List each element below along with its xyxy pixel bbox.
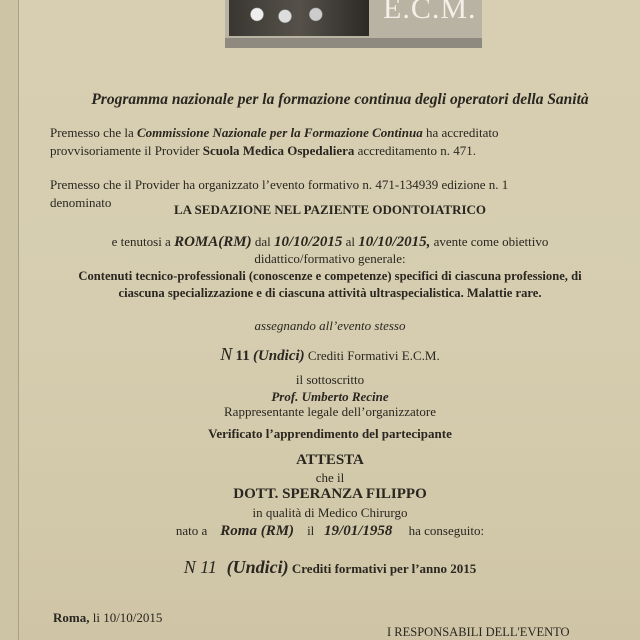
event-date-from: 10/10/2015 — [274, 234, 343, 250]
commission-name: Commissione Nazionale per la Formazione Continua — [137, 125, 423, 140]
held-line — [20, 234, 640, 250]
para1-line1 — [50, 125, 499, 141]
event-place: ROMA(RM) — [174, 234, 252, 250]
event-credits — [20, 344, 640, 366]
date: li 10/10/2015 — [92, 610, 163, 625]
text: ha accreditato — [422, 125, 499, 140]
para2-line1: Premesso che il Provider ha organizzato l’evento formativo n. 471-134939 edizione n. 1 — [50, 177, 509, 192]
birth-date: 19/01/1958 — [324, 523, 393, 539]
text: al — [342, 234, 359, 249]
credits-number: N 11 — [183, 557, 217, 577]
text: ha conseguito: — [408, 523, 485, 538]
year-credits — [20, 556, 640, 580]
credits-words: (Undici) — [252, 348, 305, 364]
text: N — [220, 344, 233, 364]
credits-number: 11 — [235, 348, 250, 364]
signatory-intro: il sottoscritto — [295, 372, 365, 387]
signatory-name: Prof. Umberto Recine — [271, 389, 389, 404]
logo-photo — [229, 0, 369, 36]
ecm-logo — [225, 0, 482, 48]
responsabili-label: I RESPONSABILI DELL'EVENTO — [387, 625, 570, 639]
che-il-text: che il — [315, 470, 345, 485]
city: Roma, — [53, 610, 90, 625]
held-line2: didattico/formativo generale: — [254, 251, 406, 266]
text: il — [307, 523, 315, 538]
text: Premesso che la — [50, 125, 138, 140]
participant-birth — [20, 522, 640, 540]
logo-bar — [225, 38, 482, 48]
page-edge — [0, 0, 19, 640]
participant-name: DOTT. SPERANZA FILIPPO — [233, 486, 427, 502]
para1-line2 — [50, 143, 476, 159]
birth-place: Roma (RM) — [220, 523, 295, 539]
credits-words: (Undici) — [226, 557, 289, 577]
verified-text: Verificato l’apprendimento del partecipante — [208, 426, 452, 441]
text: e tenutosi a — [111, 234, 175, 249]
assigning-text: assegnando all’evento stesso — [254, 318, 406, 333]
text: Crediti formativi per l’anno 2015 — [291, 561, 477, 576]
text: provvisoriamente il Provider — [50, 143, 203, 158]
attesta-heading: ATTESTA — [296, 452, 364, 468]
para2-line2: denominato — [50, 195, 112, 210]
text: accreditamento n. 471. — [354, 143, 477, 158]
logo-text: E.C.M. — [383, 0, 477, 25]
objective-line2: ciascuna specializzazione e di ciascuna attività ultraspecialistica. Malattie rare. — [118, 286, 542, 300]
participant-role: in qualità di Medico Chirurgo — [252, 505, 408, 520]
text: dal — [251, 234, 274, 249]
footer-place-date — [53, 610, 162, 626]
text: avente come obiettivo — [430, 234, 549, 249]
event-title: LA SEDAZIONE NEL PAZIENTE ODONTOIATRICO — [173, 202, 487, 217]
signatory-role: Rappresentante legale dell’organizzatore — [224, 404, 436, 419]
text: Crediti Formativi E.C.M. — [307, 348, 440, 363]
text: nato a — [175, 523, 208, 538]
event-date-to: 10/10/2015, — [358, 234, 431, 250]
program-title: Programma nazionale per la formazione continua degli operatori della Sanità — [91, 91, 589, 108]
objective-line1: Contenuti tecnico-professionali (conoscenze e competenze) specifici di ciascuna professione, di — [78, 269, 582, 283]
provider-name: Scuola Medica Ospedaliera — [202, 143, 355, 158]
